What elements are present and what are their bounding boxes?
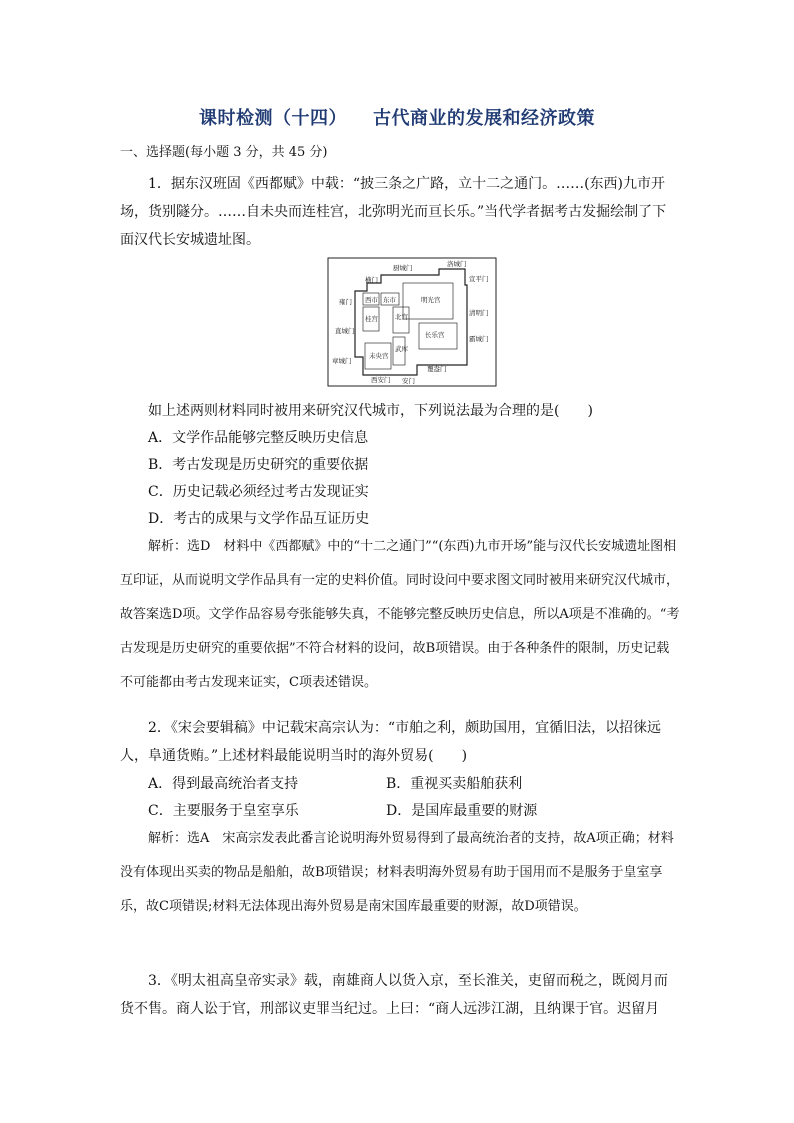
- map-label: 明光宫: [421, 296, 441, 304]
- map-label: 覆盎门: [427, 365, 447, 373]
- option-c: C．历史记载必须经过考古发现证实: [148, 484, 369, 500]
- map-label: 东市: [383, 296, 396, 304]
- map-label: 宣平门: [469, 275, 489, 283]
- section-heading: 一、选择题(每小题 3 分，共 45 分): [120, 145, 328, 160]
- option-a: A．得到最高统治者支持: [148, 776, 299, 792]
- option-a: A．文学作品能够完整反映历史信息: [148, 430, 369, 446]
- map-label: 直城门: [335, 327, 355, 335]
- map-label: 武库: [395, 345, 408, 353]
- map-label: 雍门: [339, 298, 352, 306]
- question-1-analysis: 解析：选D 材料中《西都赋》中的“十二之通门”“(东西)九市开场”能与汉代长安城遗址图相互印证，从而说明文学作品具有一定的史料价值。同时设问中要求图文同时被用来研究汉代城市，故答案选D项。文学作品容易夸张能够失真，不能够完整反映历史信息，所以A项是不准确的。“考古发现是历史研究的重要依据”不符合材料的设问，故B项错误。由于各种条件的限制，历史记载不可能都由考古发现来证实，C项表述错误。: [120, 539, 680, 690]
- map-label: 北宫: [395, 313, 408, 321]
- option-d: D．是国库最重要的财源: [386, 803, 538, 819]
- question-2-analysis: 解析：选A 宋高宗发表此番言论说明海外贸易得到了最高统治者的支持，故A项正确；材料没有体现出买卖的物品是船舶，故B项错误；材料表明海外贸易有助于国用而不是服务于皇室享乐，故C项错误;材料无法体现出海外贸易是南宋国库最重要的财源，故D项错误。: [120, 831, 674, 914]
- map-label: 横门: [365, 276, 378, 284]
- question-3-stem: 3．《明太祖高皇帝实录》载，南雄商人以货入京，至长淮关，吏留而税之，既阅月而货不售。商人讼于官，刑部议吏罪当纪过。上曰：“商人远涉江湖，且纳课于官。迟留月: [120, 973, 668, 1017]
- han-changan-site-map: [327, 257, 497, 387]
- option-b: B．考古发现是历史研究的重要依据: [148, 457, 369, 473]
- map-label: 洛城门: [447, 260, 467, 268]
- option-d: D．考古的成果与文学作品互证历史: [148, 511, 370, 527]
- question-1-prompt: 如上述两则材料同时被用来研究汉代城市，下列说法最为合理的是( ): [148, 403, 593, 419]
- question-1-stem: 1．据东汉班固《西都赋》中载：“披三条之广路，立十二之通门。……(东西)九市开场，货别隧分。……自未央而连桂宫，北弥明光而亘长乐。”当代学者据考古发掘绘制了下面汉代长安城遗址图。: [120, 176, 667, 248]
- map-label: 西市: [365, 296, 378, 304]
- option-c: C．主要服务于皇室享乐: [148, 803, 299, 819]
- map-label: 清明门: [469, 309, 489, 317]
- map-label: 西安门: [371, 376, 391, 384]
- map-label: 安门: [402, 377, 415, 385]
- option-b: B．重视买卖船舶获利: [386, 776, 523, 792]
- map-label: 霸城门: [469, 335, 489, 343]
- map-label: 长乐宫: [425, 331, 445, 339]
- page-title: 课时检测（十四） 古代商业的发展和经济政策: [199, 108, 595, 129]
- map-figure: [327, 257, 497, 387]
- map-label: 厨城门: [393, 264, 413, 272]
- map-label: 未央宫: [369, 352, 389, 360]
- map-label: 章城门: [332, 357, 352, 365]
- map-label: 桂宫: [365, 315, 378, 323]
- question-2-stem: 2．《宋会要辑稿》中记载宋高宗认为：“市舶之利，颇助国用，宜循旧法，以招徕远人，阜通货贿。”上述材料最能说明当时的海外贸易( ): [120, 720, 662, 764]
